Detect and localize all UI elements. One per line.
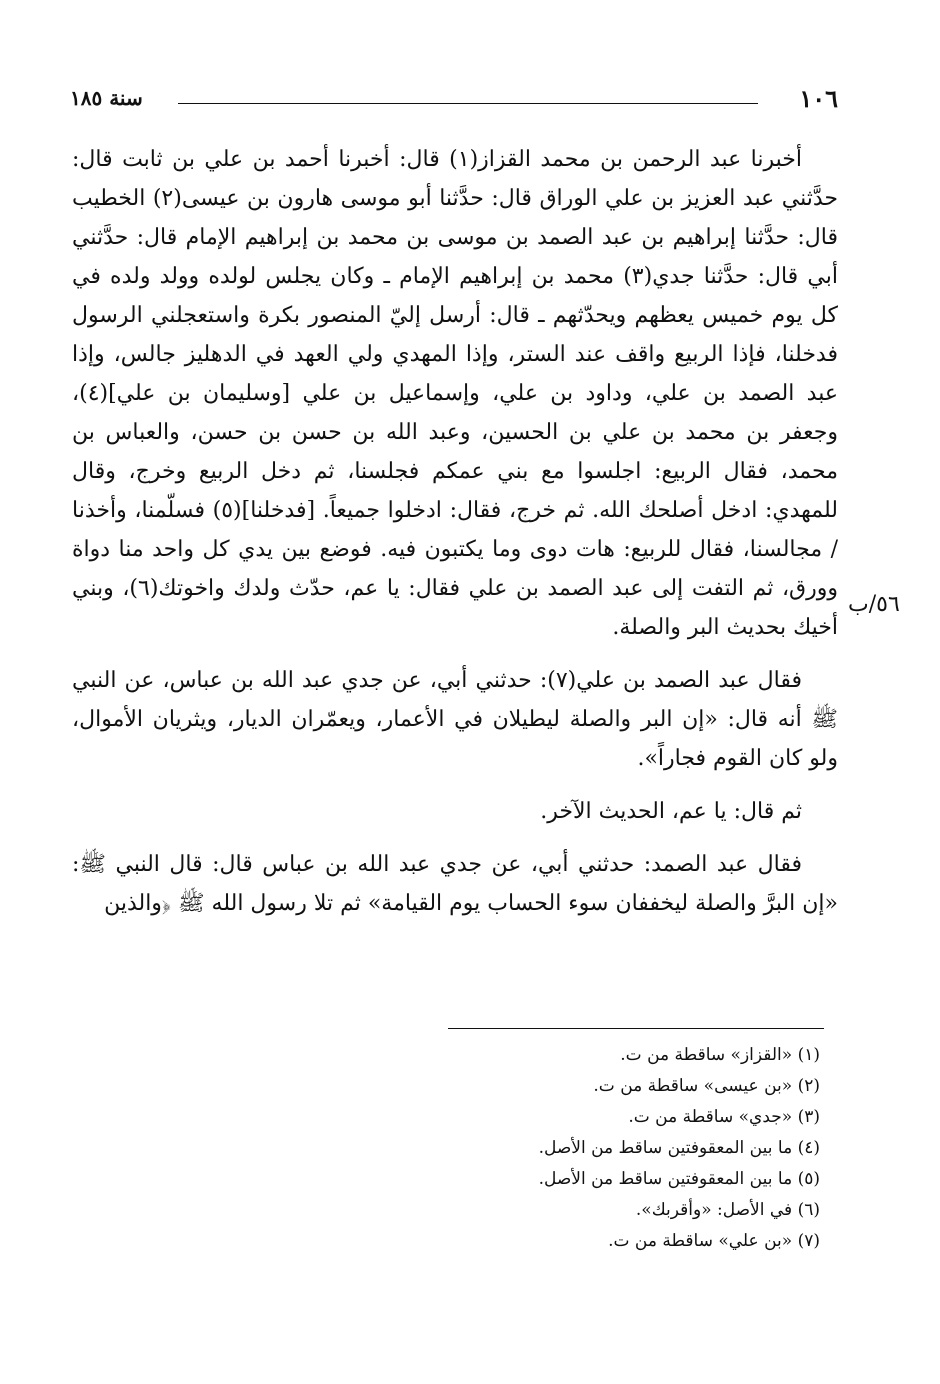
header-rule <box>178 103 758 104</box>
footnote-6: (٦) في الأصل: «وأقربك». <box>635 1200 820 1220</box>
running-head: سنة ١٨٥ <box>70 86 143 110</box>
main-text <box>72 140 838 923</box>
manuscript-folio-note: ٥٦/ب <box>848 592 900 617</box>
footnote-3: (٣) «جدي» ساقطة من ت. <box>628 1107 820 1127</box>
footnote-5: (٥) ما بين المعقوفتين ساقط من الأصل. <box>538 1169 820 1189</box>
footnote-rule <box>448 1028 824 1029</box>
paragraph-2: فقال عبد الصمد بن علي(٧): حدثني أبي، عن جدي عبد الله بن عباس، عن النبي ﷺ أنه قال: «إن البر والصلة ليطيلان في الأعمار، ويعمّران الديار، ويثريان الأموال، ولو كان القوم فجاراً». <box>72 668 838 771</box>
footnote-7: (٧) «بن علي» ساقطة من ت. <box>608 1231 820 1251</box>
page-header <box>70 84 838 118</box>
footnote-4: (٤) ما بين المعقوفتين ساقط من الأصل. <box>538 1138 820 1158</box>
paragraph-4: فقال عبد الصمد: حدثني أبي، عن جدي عبد الله بن عباس قال: قال النبي ﷺ: «إن البرَّ والصلة ليخففان سوء الحساب يوم القيامة» ثم تلا رسول الله ﷺ ﴿والذين <box>72 852 838 916</box>
footnotes <box>300 1040 824 1257</box>
footnote-1: (١) «القزاز» ساقطة من ت. <box>620 1045 820 1065</box>
paragraph-3: ثم قال: يا عم، الحديث الآخر. <box>540 799 802 824</box>
page-number: ١٠٦ <box>799 84 838 113</box>
footnote-2: (٢) «بن عيسى» ساقطة من ت. <box>593 1076 820 1096</box>
paragraph-1: أخبرنا عبد الرحمن بن محمد القزاز(١) قال: أخبرنا أحمد بن علي بن ثابت قال: حدَّثني عبد العزيز بن علي الوراق قال: حدَّثنا أبو موسى هارون بن عيسى(٢) الخطيب قال: حدَّثنا إبراهيم بن عبد الصمد بن موسى بن محمد بن إبراهيم الإمام قال: حدَّثني أبي قال: حدَّثنا جدي(٣) محمد بن إبراهيم الإمام ـ وكان يجلس لولده وولد ولده في كل يوم خميس يعظهم ويحدّثهم ـ قال: أرسل إليّ المنصور بكرة واستعجلني الرسول فدخلنا، فإذا الربيع واقف عند الستر، وإذا المهدي ولي العهد في الدهليز جالس، وإذا عبد الصمد بن علي، وداود بن علي، وإسماعيل بن علي [وسليمان بن علي](٤)، وجعفر بن محمد بن علي بن الحسين، وعبد الله بن حسن بن حسن، والعباس بن محمد، فقال الربيع: اجلسوا مع بني عمكم فجلسنا، ثم دخل الربيع وخرج، وقال للمهدي: ادخل أصلحك الله. ثم خرج، فقال: ادخلوا جميعاً. [فدخلنا](٥) فسلّمنا، وأخذنا / مجالسنا، فقال للربيع: هات دوى وما يكتبون فيه. فوضع بين يدي كل واحد منا دواة وورق، ثم التفت إلى عبد الصمد بن علي فقال: يا عم، حدّث ولدك واخوتك(٦)، وبني أخيك بحديث البر والصلة. <box>72 147 838 640</box>
